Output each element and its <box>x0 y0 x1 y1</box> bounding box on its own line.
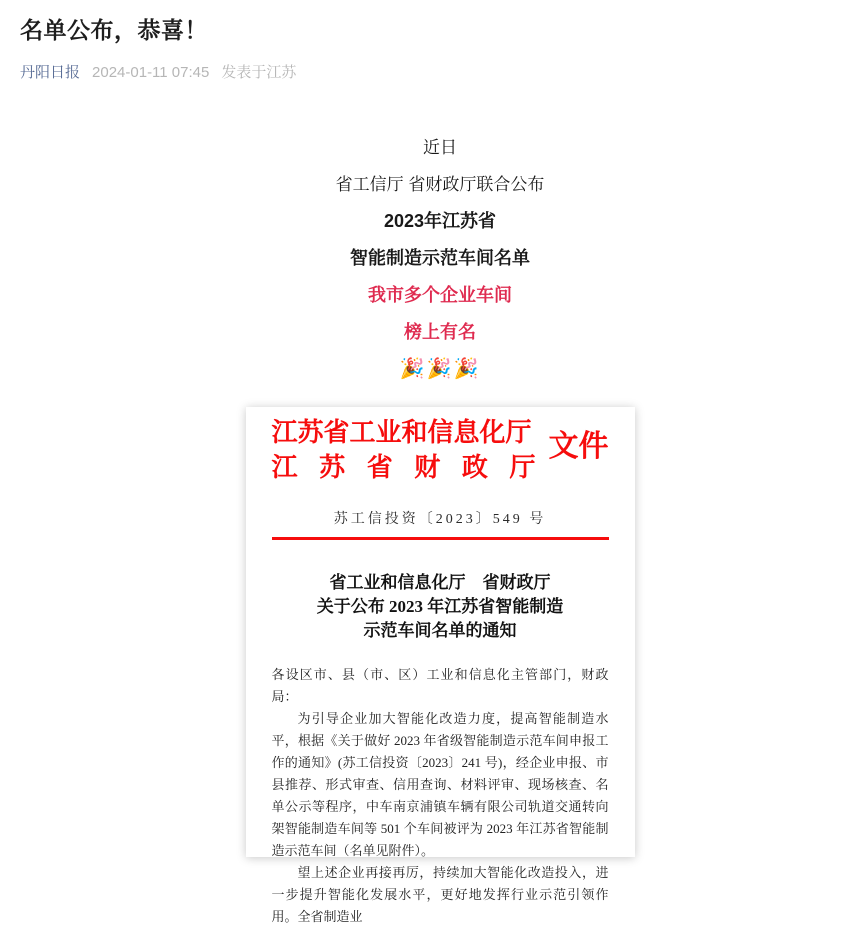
article-line-6: 榜上有名 <box>404 322 476 342</box>
article-body <box>20 136 860 924</box>
red-divider-line <box>272 537 609 540</box>
article-container <box>20 0 860 924</box>
document-word-label: 文件 <box>548 430 609 463</box>
article-line-5: 我市多个企业车间 <box>368 285 512 305</box>
gov-agency-line2: 江苏省财政厅 <box>271 453 536 482</box>
gov-agency-line1: 江苏省工业和信息化厅 <box>271 418 532 447</box>
official-document-image[interactable] <box>246 407 635 924</box>
document-title-line1: 省工业和信息化厅 省财政厅 <box>329 573 551 592</box>
publish-location: 发表于江苏 <box>221 64 297 81</box>
document-title-line3: 示范车间名单的通知 <box>363 621 517 640</box>
document-number: 苏工信投资〔2023〕549 号 <box>333 512 547 527</box>
article-line-4: 智能制造示范车间名单 <box>350 248 530 268</box>
document-body <box>272 664 609 928</box>
document-paragraph-salutation: 各设区市、县（市、区）工业和信息化主管部门，财政局： <box>271 667 609 704</box>
document-paragraph-2: 望上述企业再接再厉，持续加大智能化改造投入，进一步提升智能化发展水平，更好地发挥行业示范引领作用。全省制造业 <box>271 865 609 924</box>
publish-time: 2024-01-11 07:45 <box>92 64 210 81</box>
document-header <box>272 415 609 485</box>
page-title: 名单公布，恭喜！ <box>20 17 208 43</box>
document-title-line2: 关于公布 2023 年江苏省智能制造 <box>316 597 564 616</box>
account-name-link[interactable]: 丹阳日报 <box>20 64 81 81</box>
document-paragraph-1: 为引导企业加大智能化改造力度，提高智能制造水平，根据《关于做好 2023 年省级智能制造示范车间申报工作的通知》(苏工信投资〔2023〕241 号)，经企业申报、市县推荐、形式审查、信用查询、材料评审、现场核查、名单公示等程序，中车南京浦镇车辆有限公司轨道交通转向架智能制造车间等 501 个车间被评为 2023 年江苏省智能制造示范车间（名单见附件）。 <box>271 711 609 858</box>
article-line-1: 近日 <box>423 138 457 157</box>
article-line-2: 省工信厅 省财政厅联合公布 <box>335 175 545 194</box>
party-popper-icons: 🎉🎉🎉 <box>399 358 481 380</box>
meta-row <box>20 63 860 83</box>
document-title <box>272 571 609 643</box>
article-line-3: 2023年江苏省 <box>383 211 497 231</box>
gov-agency-names <box>272 415 536 485</box>
